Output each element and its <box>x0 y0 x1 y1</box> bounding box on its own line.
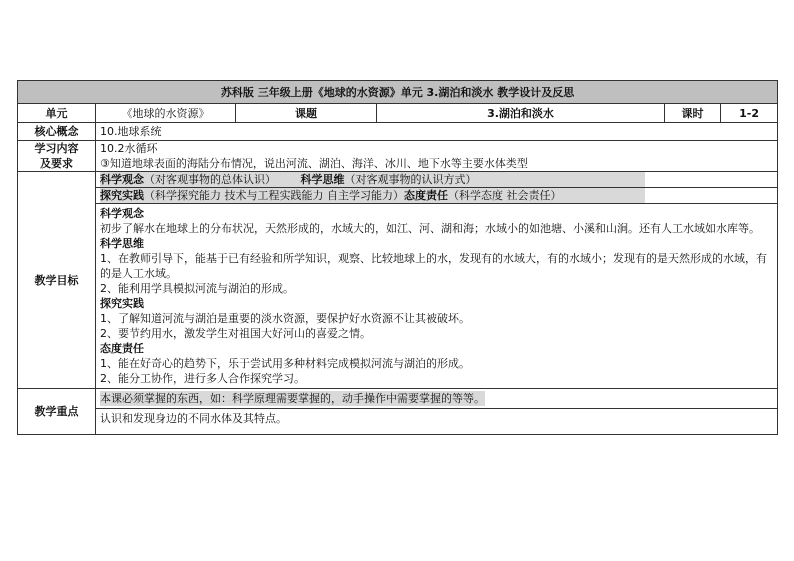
period-value: 1-2 <box>721 104 778 123</box>
banner2-b: （科学探究能力 技术与工程实践能力 自主学习能力） <box>144 189 404 202</box>
goals-label: 教学目标 <box>18 172 96 389</box>
period-label: 课时 <box>665 104 721 123</box>
key-points-hint-cell <box>96 389 778 409</box>
key-points-content: 认识和发现身边的不同水体及其特点。 <box>96 409 778 435</box>
goals-banner2-highlight <box>100 188 645 203</box>
learning-label-line2: 及要求 <box>40 157 73 170</box>
learning-content <box>96 141 778 172</box>
s2-item2: 2、能利用学具模拟河流与湖泊的形成。 <box>100 282 294 295</box>
key-points-hint: 本课必须掌握的东西，如：科学原理需要掌握的，动手操作中需要掌握的等等。 <box>100 392 485 405</box>
goals-banner2 <box>96 188 778 204</box>
banner1-b: （对客观事物的总体认识） <box>144 173 276 186</box>
banner1-d: （对客观事物的认识方式） <box>344 173 477 186</box>
banner2-a: 探究实践 <box>100 189 144 202</box>
s1-text: 初步了解水在地球上的分布状况，天然形成的，水域大的，如江、河、湖和海；水域小的如池塘、小溪和山涧。还有人工水域如水库等。 <box>100 222 760 235</box>
core-concept-label: 核心概念 <box>18 123 96 141</box>
s4-item1: 1、能在好奇心的趋势下，乐于尝试用多种材料完成模拟河流与湖泊的形成。 <box>100 357 470 370</box>
s3-title: 探究实践 <box>100 297 144 310</box>
s1-title: 科学观念 <box>100 207 144 220</box>
banner2-d: （科学态度 社会责任） <box>448 189 562 202</box>
unit-label: 单元 <box>18 104 96 123</box>
goals-content <box>96 204 778 389</box>
learning-line2: ③知道地球表面的海陆分布情况，说出河流、湖泊、海洋、冰川、地下水等主要水体类型 <box>100 157 528 170</box>
topic-label: 课题 <box>236 104 377 123</box>
s2-title: 科学思维 <box>100 237 144 250</box>
topic-value: 3.湖泊和淡水 <box>377 104 665 123</box>
s4-item2: 2、能分工协作，进行多人合作探究学习。 <box>100 372 305 385</box>
goals-banner1-highlight <box>100 172 645 187</box>
banner2-c: 态度责任 <box>404 189 448 202</box>
learning-label <box>18 141 96 172</box>
s4-title: 态度责任 <box>100 342 144 355</box>
unit-value: 《地球的水资源》 <box>96 104 236 123</box>
core-concept-value: 10.地球系统 <box>96 123 778 141</box>
key-points-label: 教学重点 <box>18 389 96 435</box>
lesson-plan-table <box>17 80 778 435</box>
s3-item2: 2、要节约用水，激发学生对祖国大好河山的喜爱之情。 <box>100 327 371 340</box>
learning-line1: 10.2水循环 <box>100 142 158 155</box>
s3-item1: 1、了解知道河流与湖泊是重要的淡水资源，要保护好水资源不让其被破坏。 <box>100 312 470 325</box>
banner1-a: 科学观念 <box>100 173 144 186</box>
banner1-c: 科学思维 <box>300 173 345 186</box>
goals-banner1 <box>96 172 778 188</box>
learning-label-line1: 学习内容 <box>34 142 79 155</box>
s2-item1: 1、在教师引导下，能基于已有经验和所学知识，观察、比较地球上的水，发现有的水域大，有的水域小；发现有的是天然形成的水域，有的是人工水域。 <box>100 252 767 280</box>
document-title: 苏科版 三年级上册《地球的水资源》单元 3.湖泊和淡水 教学设计及反思 <box>18 81 778 104</box>
